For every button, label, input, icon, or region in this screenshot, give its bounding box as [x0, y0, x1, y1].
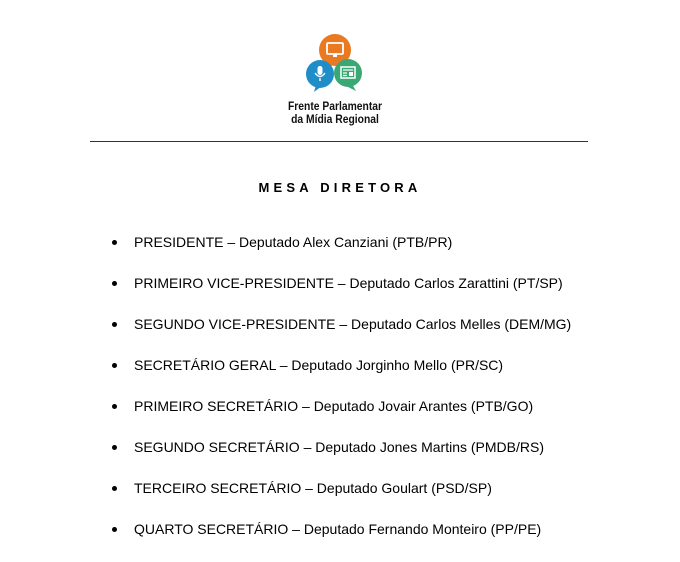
- logo-title-line-1: Frente Parlamentar: [287, 99, 383, 113]
- bullet-icon: [112, 486, 117, 491]
- header-divider: [90, 141, 588, 142]
- member-text: QUARTO SECRETÁRIO – Deputado Fernando Monteiro (PP/PE): [134, 521, 542, 537]
- member-text: PRIMEIRO SECRETÁRIO – Deputado Jovair Arantes (PTB/GO): [134, 398, 534, 414]
- member-text: SEGUNDO VICE-PRESIDENTE – Deputado Carlos Melles (DEM/MG): [134, 316, 572, 332]
- speech-bubbles-icon: [270, 22, 400, 102]
- bullet-icon: [112, 445, 117, 450]
- member-text: PRESIDENTE – Deputado Alex Canziani (PTB/PR): [134, 234, 453, 250]
- member-text: PRIMEIRO VICE-PRESIDENTE – Deputado Carlos Zarattini (PT/SP): [134, 275, 563, 291]
- member-text: SEGUNDO SECRETÁRIO – Deputado Jones Martins (PMDB/RS): [134, 439, 545, 455]
- section-heading: MESA DIRETORA: [258, 180, 422, 195]
- bullet-icon: [112, 527, 117, 532]
- frente-parlamentar-logo: [270, 22, 400, 132]
- bullet-icon: [112, 363, 117, 368]
- logo-title-line-2: da Mídia Regional: [291, 112, 379, 126]
- bullet-icon: [112, 281, 117, 286]
- member-text: SECRETÁRIO GERAL – Deputado Jorginho Mello (PR/SC): [134, 357, 504, 373]
- member-text: TERCEIRO SECRETÁRIO – Deputado Goulart (PSD/SP): [134, 480, 492, 496]
- bullet-icon: [112, 240, 117, 245]
- bullet-icon: [112, 404, 117, 409]
- bullet-icon: [112, 322, 117, 327]
